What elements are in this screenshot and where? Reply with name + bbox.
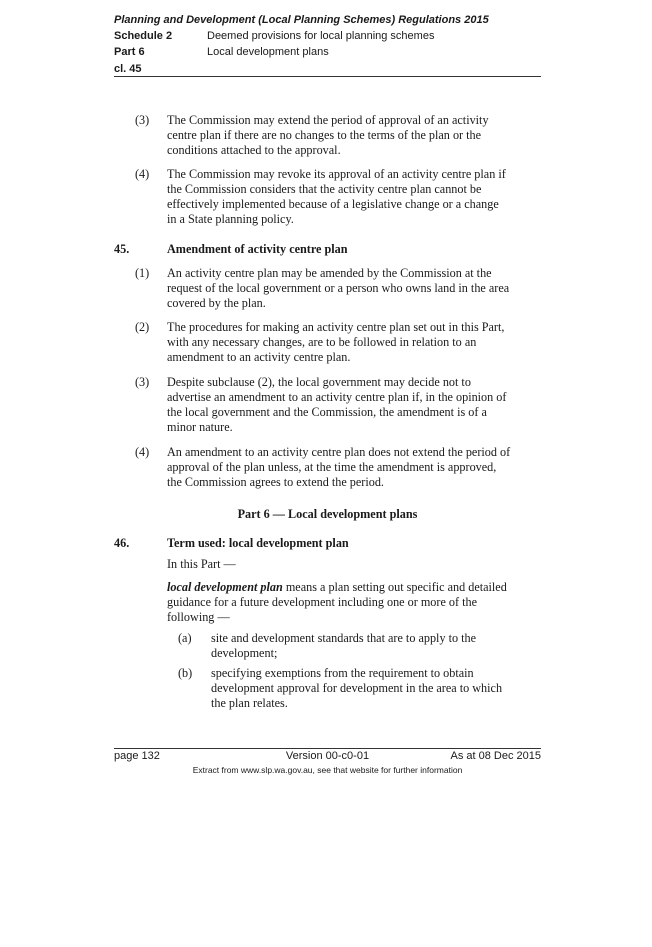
paragraph-text-line: specifying exemptions from the requirement to obtain	[211, 666, 474, 680]
extract-note: Extract from www.slp.wa.gov.au, see that website for further information	[192, 765, 463, 775]
subclause-number: (3)	[135, 113, 150, 127]
section-heading: Term used: local development plan	[167, 536, 349, 550]
subclause-text-line: The Commission may revoke its approval of an activity centre plan if	[167, 167, 506, 181]
subclause-number: (4)	[135, 167, 150, 181]
header-label-clause: cl. 45	[114, 63, 142, 75]
subclause-text-line: Despite subclause (2), the local government may decide not to	[167, 375, 471, 389]
section-number: 46.	[114, 536, 130, 550]
subclause-text-line: the Commission considers that the activity centre plan cannot be	[167, 182, 482, 196]
date-label: As at 08 Dec 2015	[450, 750, 541, 762]
subclause-number: (3)	[135, 375, 150, 389]
header-value-schedule: Deemed provisions for local planning schemes	[207, 30, 435, 42]
definition-text: means a plan setting out specific and detailed	[282, 580, 507, 594]
paragraph-number: (a)	[178, 631, 192, 645]
subclause-number: (2)	[135, 320, 150, 334]
subclause-text-line: with any necessary changes, are to be followed in relation to an	[167, 335, 477, 349]
header-divider	[114, 76, 541, 77]
subclause-text-line: covered by the plan.	[167, 296, 266, 310]
header-row-schedule	[114, 29, 541, 43]
document-title: Planning and Development (Local Planning Schemes) Regulations 2015	[114, 14, 489, 26]
section-number: 45.	[114, 242, 130, 256]
paragraph-text-line: development approval for development in the area to which	[211, 681, 503, 695]
paragraph-number: (b)	[178, 666, 193, 680]
subclause-text-line: The Commission may extend the period of approval of an activity	[167, 113, 489, 127]
subclause-text-line: centre plan if there are no changes to the terms of the plan or the	[167, 128, 482, 142]
definition-first-line	[167, 580, 507, 595]
subclause-text-line: the Commission agrees to extend the period.	[167, 475, 384, 489]
version-label: Version 00-c0-01	[285, 750, 370, 762]
subclause-text-line: approval of the plan unless, at the time the amendment is approved,	[167, 460, 497, 474]
subclause-text-line: effectively implemented because of a legislative change or a change	[167, 197, 499, 211]
header-value-part: Local development plans	[207, 46, 329, 58]
definition-intro: In this Part —	[167, 557, 236, 571]
subclause-text-line: request of the local government or a person who owns land in the area	[167, 281, 510, 295]
header-label-schedule: Schedule 2	[114, 30, 173, 42]
header-label-part: Part 6	[114, 46, 145, 58]
subclause-text-line: in a State planning policy.	[167, 212, 294, 226]
subclause-text-line: An activity centre plan may be amended by the Commission at the	[167, 266, 492, 280]
page-number: page 132	[114, 750, 160, 762]
subclause-text-line: amendment to an activity centre plan.	[167, 350, 351, 364]
paragraph-text-line: the plan relates.	[211, 696, 288, 710]
definition-text-line: guidance for a future development including one or more of the	[167, 595, 477, 609]
defined-term: local development plan	[167, 580, 283, 594]
subclause-text-line: the local government and the Commission, the amendment is of a	[167, 405, 487, 419]
section-heading: Amendment of activity centre plan	[167, 242, 348, 256]
subclause-text-line: advertise an amendment to an activity centre plan if, in the opinion of	[167, 390, 507, 404]
definition-text-line: following —	[167, 610, 230, 624]
part-heading: Part 6 — Local development plans	[237, 507, 418, 521]
header-row-part	[114, 45, 541, 59]
subclause-number: (4)	[135, 445, 150, 459]
paragraph-text-line: site and development standards that are to apply to the	[211, 631, 477, 645]
subclause-text-line: An amendment to an activity centre plan does not extend the period of	[167, 445, 511, 459]
subclause-number: (1)	[135, 266, 150, 280]
subclause-text-line: minor nature.	[167, 420, 233, 434]
subclause-text-line: The procedures for making an activity centre plan set out in this Part,	[167, 320, 505, 334]
header-row-clause	[114, 62, 541, 76]
footer-divider	[114, 748, 541, 749]
paragraph-text-line: development;	[211, 646, 278, 660]
subclause-text-line: conditions attached to the approval.	[167, 143, 341, 157]
